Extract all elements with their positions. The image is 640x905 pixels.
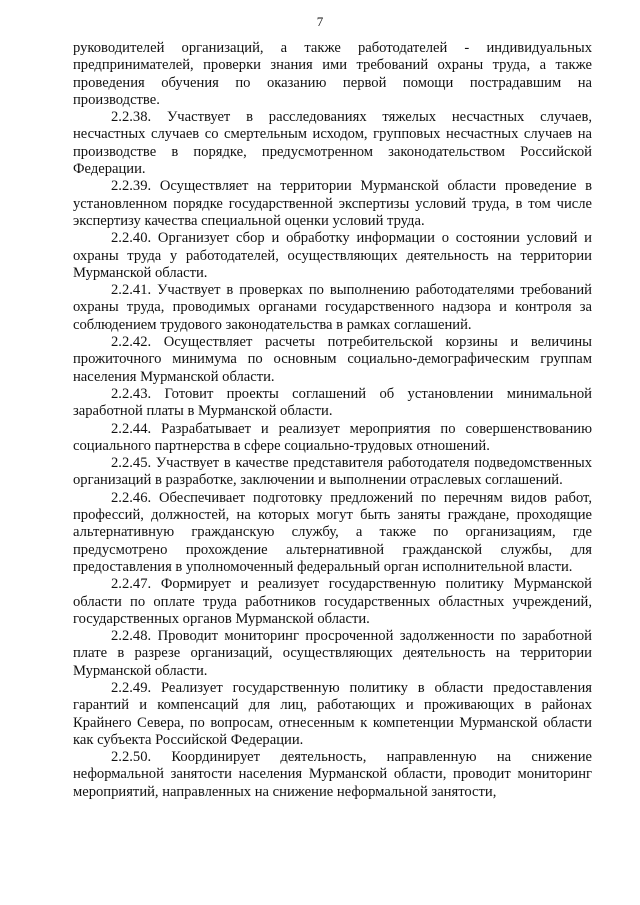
paragraph-2-2-38: 2.2.38. Участвует в расследованиях тяжелых несчастных случаев, несчастных случаев со смертельным исходом, групповых несчастных случаев на производстве в порядке, предусмотренном законодательством Российской Федерации. [73, 109, 592, 178]
paragraph-2-2-45: 2.2.45. Участвует в качестве представителя работодателя подведомственных организаций в разработке, заключении и выполнении отраслевых соглашений. [73, 455, 592, 489]
paragraph-2-2-40: 2.2.40. Организует сбор и обработку информации о состоянии условий и охраны труда у работодателей, осуществляющих деятельность на территории Мурманской области. [73, 230, 592, 281]
paragraph-2-2-46: 2.2.46. Обеспечивает подготовку предложений по перечням видов работ, профессий, должностей, на которых могут быть заняты граждане, проходящие альтернативную гражданскую службу, а также по организациям, где предусмотрено прохождение альтернативной гражданской службы, для предоставления в уполномоченный федеральный орган исполнительной власти. [73, 489, 592, 575]
document-body [73, 40, 592, 801]
paragraph-2-2-41: 2.2.41. Участвует в проверках по выполнению работодателями требований охраны труда, проводимых органами государственного надзора и контроля за соблюдением трудового законодательства в рамках соглашений. [73, 282, 592, 333]
paragraph-2-2-49: 2.2.49. Реализует государственную политику в области предоставления гарантий и компенсаций для лиц, работающих и проживающих в районах Крайнего Севера, по вопросам, отнесенным к компетенции Мурманской области как субъекта Российской Федерации. [73, 679, 592, 748]
paragraph-continuation: руководителей организаций, а также работодателей - индивидуальных предпринимателей, проверки знания ими требований охраны труда, а также проведения обучения по оказанию первой помощи пострадавшим на производстве. [73, 40, 592, 108]
paragraph-2-2-47: 2.2.47. Формирует и реализует государственную политику Мурманской области по оплате труда работников государственных областных учреждений, государственных органов Мурманской области. [73, 576, 592, 627]
page-number: 7 [316, 14, 324, 29]
paragraph-2-2-44: 2.2.44. Разрабатывает и реализует мероприятия по совершенствованию социального партнерства в сфере социально-трудовых отношений. [73, 420, 592, 454]
paragraph-2-2-50: 2.2.50. Координирует деятельность, направленную на снижение неформальной занятости населения Мурманской области, проводит мониторинг мероприятий, направленных на снижение неформальной занятости, [73, 749, 592, 800]
paragraph-2-2-42: 2.2.42. Осуществляет расчеты потребительской корзины и величины прожиточного минимума по основным социально-демографическим группам населения Мурманской области. [73, 334, 592, 385]
paragraph-2-2-48: 2.2.48. Проводит мониторинг просроченной задолженности по заработной плате в разрезе организаций, осуществляющих деятельность на территории Мурманской области. [73, 628, 592, 679]
paragraph-2-2-43: 2.2.43. Готовит проекты соглашений об установлении минимальной заработной платы в Мурманской области. [73, 385, 592, 420]
paragraph-2-2-39: 2.2.39. Осуществляет на территории Мурманской области проведение в установленном порядке государственной экспертизы условий труда, в том числе экспертизу качества специальной оценки условий труда. [73, 178, 592, 229]
